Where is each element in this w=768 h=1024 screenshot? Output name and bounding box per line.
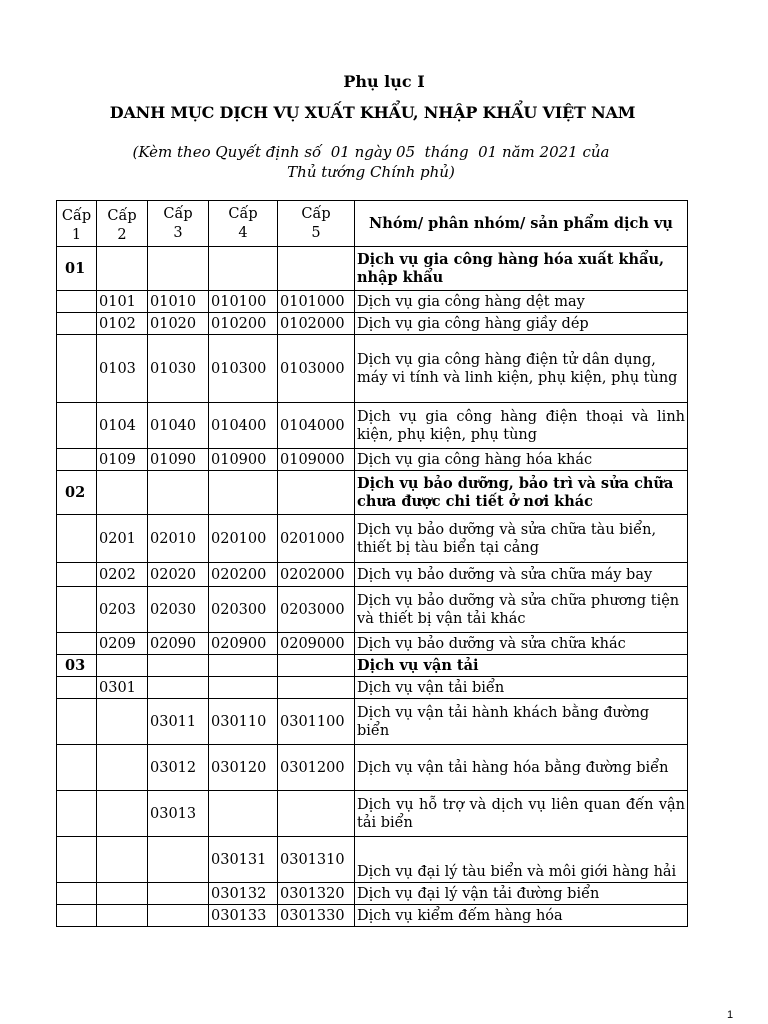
table-row: [57, 313, 688, 335]
cell-cap2: [97, 745, 148, 791]
cell-service-name: Dịch vụ gia công hàng giầy dép: [355, 313, 688, 335]
cell-cap3: [148, 471, 209, 515]
cell-cap1: 01: [57, 247, 97, 291]
appendix-title: Phụ lục I: [343, 72, 425, 91]
cell-cap2: [97, 471, 148, 515]
document-heading: DANH MỤC DỊCH VỤ XUẤT KHẨU, NHẬP KHẨU VIỆT NAM: [109, 103, 636, 122]
cell-cap4: [209, 655, 278, 677]
cell-cap5: 0203000: [278, 587, 355, 633]
cell-service-name: Dịch vụ bảo dưỡng và sửa chữa máy bay: [355, 563, 688, 587]
cell-cap4: 010900: [209, 449, 278, 471]
cell-service-name: Dịch vụ đại lý vận tải đường biển: [355, 883, 688, 905]
cell-service-name: Dịch vụ gia công hàng điện tử dân dụng, máy vi tính và linh kiện, phụ kiện, phụ tùng: [355, 335, 688, 403]
cell-cap3: 02020: [148, 563, 209, 587]
cell-cap1: [57, 403, 97, 449]
document-subtitle: [0, 142, 742, 182]
cell-cap3: 03012: [148, 745, 209, 791]
cell-cap2: 0109: [97, 449, 148, 471]
table-row: [57, 791, 688, 837]
cell-cap5: 0209000: [278, 633, 355, 655]
cell-service-name: Dịch vụ vận tải: [355, 655, 688, 677]
service-catalog-table: [56, 200, 688, 927]
cell-cap5: 0301200: [278, 745, 355, 791]
cell-cap1: [57, 449, 97, 471]
cell-cap4: [209, 677, 278, 699]
table-row: [57, 247, 688, 291]
cell-cap4: [209, 247, 278, 291]
table-row: [57, 471, 688, 515]
cell-cap1: 02: [57, 471, 97, 515]
cell-cap5: 0301310: [278, 837, 355, 883]
cell-cap2: [97, 905, 148, 927]
cell-cap5: 0201000: [278, 515, 355, 563]
cell-cap4: 010200: [209, 313, 278, 335]
cell-cap4: 010100: [209, 291, 278, 313]
cell-service-name: Dịch vụ bảo dưỡng và sửa chữa khác: [355, 633, 688, 655]
cell-service-name: Dịch vụ gia công hàng hóa khác: [355, 449, 688, 471]
cell-cap5: 0301320: [278, 883, 355, 905]
table-row: [57, 587, 688, 633]
cell-cap1: [57, 563, 97, 587]
header-service-name: Nhóm/ phân nhóm/ sản phẩm dịch vụ: [355, 201, 688, 247]
cell-cap4: 030132: [209, 883, 278, 905]
cell-cap1: [57, 313, 97, 335]
cell-cap5: [278, 655, 355, 677]
cell-service-name: Dịch vụ bảo dưỡng, bảo trì và sửa chữa chưa được chi tiết ở nơi khác: [355, 471, 688, 515]
cell-cap4: [209, 791, 278, 837]
table-header-row: [57, 201, 688, 247]
cell-cap1: [57, 633, 97, 655]
cell-cap2: 0202: [97, 563, 148, 587]
cell-cap2: [97, 791, 148, 837]
cell-service-name: Dịch vụ gia công hàng điện thoại và linh kiện, phụ kiện, phụ tùng: [355, 403, 688, 449]
cell-cap5: 0301100: [278, 699, 355, 745]
cell-cap1: [57, 515, 97, 563]
cell-cap2: 0102: [97, 313, 148, 335]
cell-cap1: [57, 699, 97, 745]
cell-cap2: 0203: [97, 587, 148, 633]
cell-cap2: 0209: [97, 633, 148, 655]
cell-cap3: 02010: [148, 515, 209, 563]
cell-cap5: 0301330: [278, 905, 355, 927]
table-row: [57, 883, 688, 905]
cell-cap5: [278, 791, 355, 837]
cell-cap2: [97, 699, 148, 745]
cell-cap3: [148, 677, 209, 699]
cell-cap4: 020300: [209, 587, 278, 633]
cell-service-name: Dịch vụ bảo dưỡng và sửa chữa tàu biển, thiết bị tàu biển tại cảng: [355, 515, 688, 563]
table-row: [57, 449, 688, 471]
cell-cap1: [57, 837, 97, 883]
cell-cap3: 02030: [148, 587, 209, 633]
table-row: [57, 677, 688, 699]
cell-cap5: [278, 247, 355, 291]
cell-cap4: 030133: [209, 905, 278, 927]
cell-cap3: [148, 837, 209, 883]
cell-service-name: Dịch vụ kiểm đếm hàng hóa: [355, 905, 688, 927]
cell-cap1: 03: [57, 655, 97, 677]
cell-service-name: Dịch vụ hỗ trợ và dịch vụ liên quan đến vận tải biển: [355, 791, 688, 837]
cell-cap3: 03011: [148, 699, 209, 745]
cell-cap1: [57, 291, 97, 313]
cell-cap4: 010400: [209, 403, 278, 449]
table-row: [57, 699, 688, 745]
table-row: [57, 335, 688, 403]
cell-service-name: Dịch vụ vận tải biển: [355, 677, 688, 699]
table-row: [57, 633, 688, 655]
cell-cap5: 0102000: [278, 313, 355, 335]
table-row: [57, 837, 688, 883]
cell-cap3: 01020: [148, 313, 209, 335]
cell-cap1: [57, 905, 97, 927]
cell-cap3: 02090: [148, 633, 209, 655]
table-row: [57, 291, 688, 313]
cell-cap2: 0104: [97, 403, 148, 449]
cell-cap5: 0109000: [278, 449, 355, 471]
cell-cap5: 0101000: [278, 291, 355, 313]
cell-cap4: 020900: [209, 633, 278, 655]
cell-cap3: [148, 883, 209, 905]
cell-cap1: [57, 677, 97, 699]
cell-cap3: 01040: [148, 403, 209, 449]
cell-service-name: Dịch vụ bảo dưỡng và sửa chữa phương tiện và thiết bị vận tải khác: [355, 587, 688, 633]
header-cap-1: Cấp 1: [57, 201, 97, 247]
cell-cap2: [97, 655, 148, 677]
cell-cap1: [57, 883, 97, 905]
cell-cap4: 030120: [209, 745, 278, 791]
cell-service-name: Dịch vụ vận tải hàng hóa bằng đường biển: [355, 745, 688, 791]
cell-service-name: Dịch vụ đại lý tàu biển và môi giới hàng hải: [355, 837, 688, 883]
cell-cap3: [148, 655, 209, 677]
header-cap-4: Cấp 4: [209, 201, 278, 247]
cell-cap4: 010300: [209, 335, 278, 403]
cell-cap5: 0104000: [278, 403, 355, 449]
cell-cap3: 03013: [148, 791, 209, 837]
cell-cap5: 0202000: [278, 563, 355, 587]
cell-cap2: 0101: [97, 291, 148, 313]
cell-cap2: [97, 883, 148, 905]
cell-cap3: 01010: [148, 291, 209, 313]
cell-cap3: [148, 905, 209, 927]
cell-cap1: [57, 587, 97, 633]
header-cap-5: Cấp 5: [278, 201, 355, 247]
table-row: [57, 515, 688, 563]
cell-cap4: [209, 471, 278, 515]
cell-cap5: 0103000: [278, 335, 355, 403]
cell-cap2: 0201: [97, 515, 148, 563]
header-cap-3: Cấp 3: [148, 201, 209, 247]
page-number: 1: [727, 1009, 734, 1021]
cell-cap1: [57, 791, 97, 837]
cell-cap2: 0103: [97, 335, 148, 403]
cell-cap5: [278, 471, 355, 515]
cell-cap4: 020100: [209, 515, 278, 563]
cell-cap4: 030131: [209, 837, 278, 883]
table-row: [57, 563, 688, 587]
cell-cap4: 020200: [209, 563, 278, 587]
cell-cap5: [278, 677, 355, 699]
cell-cap1: [57, 745, 97, 791]
cell-cap2: [97, 247, 148, 291]
subtitle-line-1: (Kèm theo Quyết định số 01 ngày 05 tháng 01 năm 2021 của: [132, 143, 610, 161]
cell-cap1: [57, 335, 97, 403]
cell-cap2: 0301: [97, 677, 148, 699]
table-row: [57, 655, 688, 677]
cell-service-name: Dịch vụ gia công hàng dệt may: [355, 291, 688, 313]
table-row: [57, 403, 688, 449]
table-row: [57, 905, 688, 927]
header-cap-2: Cấp 2: [97, 201, 148, 247]
cell-cap3: 01090: [148, 449, 209, 471]
cell-cap4: 030110: [209, 699, 278, 745]
cell-cap3: 01030: [148, 335, 209, 403]
subtitle-line-2: Thủ tướng Chính phủ): [287, 163, 455, 181]
cell-service-name: Dịch vụ vận tải hành khách bằng đường biển: [355, 699, 688, 745]
cell-cap3: [148, 247, 209, 291]
cell-service-name: Dịch vụ gia công hàng hóa xuất khẩu, nhập khẩu: [355, 247, 688, 291]
cell-cap2: [97, 837, 148, 883]
table-row: [57, 745, 688, 791]
